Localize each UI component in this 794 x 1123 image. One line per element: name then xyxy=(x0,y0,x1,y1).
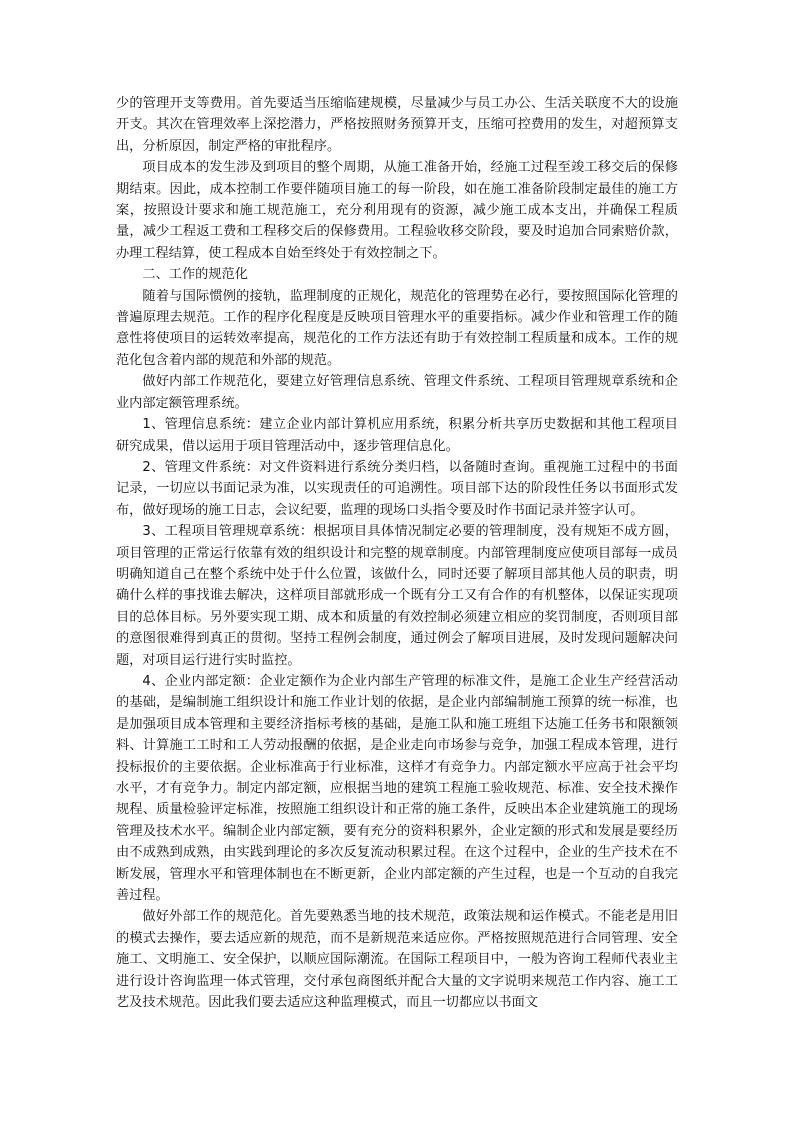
paragraph-3: 随着与国际惯例的接轨，监理制度的正规化，规范化的管理势在必行，要按照国际化管理的普遍原理去规范。工作的程序化程度是反映项目管理水平的重要指标。减少作业和管理工作的随意性将使项目的运转效率提高，规范化的工作方法还有助于有效控制工程质量和成本。工作的规范化包含着内部的规范和外部的规范。 xyxy=(116,288,678,368)
paragraph-8: 4、企业内部定额：企业定额作为企业内部生产管理的标准文件，是施工企业生产经营活动的基础，是编制施工组织设计和施工作业计划的依据，是企业内部编制施工预算的统一标准，也是加强项目成本管理和主要经济指标考核的基础，是施工队和施工班组下达施工任务书和限额领料、计算施工工时和工人劳动报酬的依据，是企业走向市场参与竞争，加强工程成本管理，进行投标报价的主要依据。企业标准高于行业标准，这样才有竞争力。内部定额水平应高于社会平均水平，才有竞争力。制定内部定额，应根据当地的建筑工程施工验收规范、标准、安全技术操作规程、质量检验评定标准，按照施工组织设计和正常的施工条件，反映出本企业建筑施工的现场管理及技术水平。编制企业内部定额，要有充分的资料积累外，企业定额的形式和发展是要经历由不成熟到成熟，由实践到理论的多次反复流动积累过程。在这个过程中，企业的生产技术在不断发展，管理水平和管理体制也在不断更新，企业内部定额的产生过程，也是一个互动的自我完善过程。 xyxy=(116,673,678,904)
paragraph-5: 1、管理信息系统：建立企业内部计算机应用系统，积累分析共享历史数据和其他工程项目研究成果，借以运用于项目管理活动中，逐步管理信息化。 xyxy=(116,417,678,454)
paragraph-7: 3、工程项目管理规章系统：根据项目具体情况制定必要的管理制度，没有规矩不成方圆，项目管理的正常运行依靠有效的组织设计和完整的规章制度。内部管理制度应使项目部每一成员明确知道自己在整个系统中处于什么位置，该做什么，同时还要了解项目部其他人员的职责，明确什么样的事找谁去解决，这样项目部就形成一个既有分工又有合作的有机整体，以保证实现项目的总体目标。另外要实现工期、成本和质量的有效控制必须建立相应的奖罚制度，否则项目部的意图很难得到真正的贯彻。坚持工程例会制度，通过例会了解项目进展，及时发现问题解决问题，对项目运行进行实时监控。 xyxy=(116,524,678,668)
document-page xyxy=(116,93,678,1013)
paragraph-1: 少的管理开支等费用。首先要适当压缩临建规模，尽量减少与员工办公、生活关联度不大的设施开支。其次在管理效率上深挖潜力，严格按照财务预算开支，压缩可控费用的发生，对超预算支出，分析原因，制定严格的审批程序。 xyxy=(116,96,678,154)
paragraph-4: 做好内部工作规范化，要建立好管理信息系统、管理文件系统、工程项目管理规章系统和企业内部定额管理系统。 xyxy=(116,374,678,411)
paragraph-6: 2、管理文件系统：对文件资料进行系统分类归档，以备随时查询。重视施工过程中的书面记录，一切应以书面记录为准，以实现责任的可追溯性。项目部下达的阶段性任务以书面形式发布，做好现场的施工日志，会议纪要，监理的现场口头指令要及时作书面记录并签字认可。 xyxy=(116,459,678,518)
paragraph-9: 做好外部工作的规范化。首先要熟悉当地的技术规范，政策法规和运作模式。不能老是用旧的模式去操作，要去适应新的规范，而不是新规范来适应你。严格按照规范进行合同管理、安全施工、文明施工、安全保护，以顺应国际潮流。在国际工程项目中，一般为咨询工程师代表业主进行设计咨询监理一体式管理，交付承包商图纸并配合大量的文字说明来规范工作内容、施工工艺及技术规范。因此我们要去适应这种监理模式，而且一切都应以书面文 xyxy=(116,909,678,1011)
section-heading: 二、工作的规范化 xyxy=(142,267,248,283)
paragraph-2: 项目成本的发生涉及到项目的整个周期，从施工准备开始，经施工过程至竣工移交后的保修期结束。因此，成本控制工作要伴随项目施工的每一阶段，如在施工准备阶段制定最佳的施工方案，按照设计要求和施工规范施工，充分利用现有的资源，减少施工成本支出，并确保工程质量，减少工程返工费和工程移交后的保修费用。工程验收移交阶段，要及时追加合同索赔价款，办理工程结算，使工程成本自始至终处于有效控制之下。 xyxy=(116,160,678,261)
